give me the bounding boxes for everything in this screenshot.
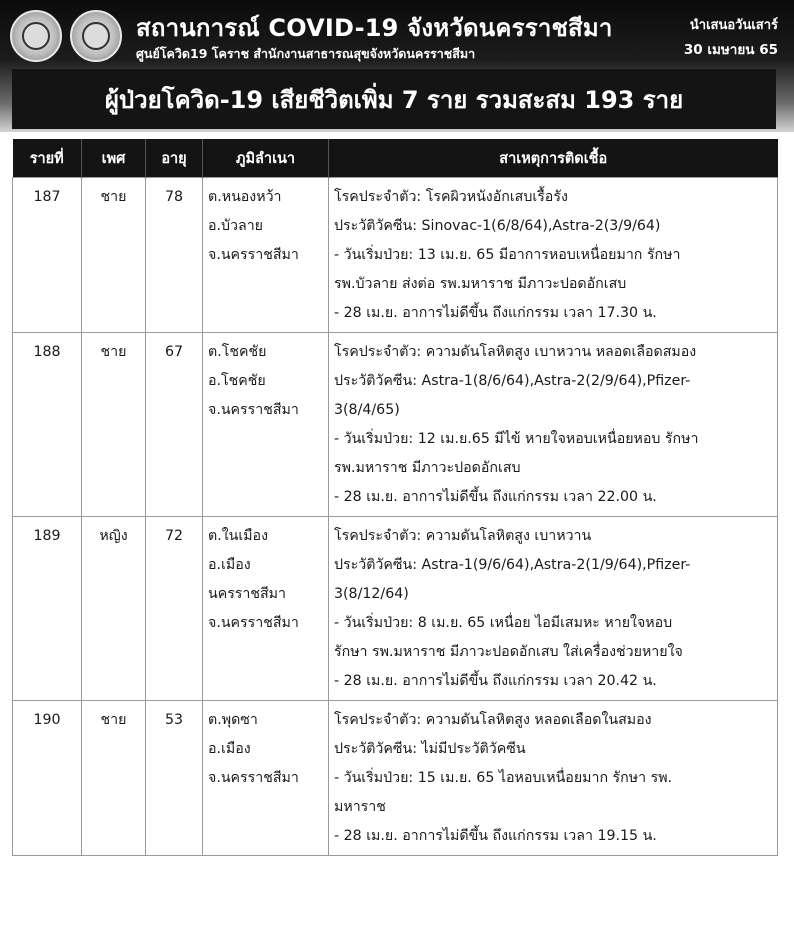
case-details	[329, 517, 778, 701]
detail-line: ประวัติวัคซีน: Sinovac-1(6/8/64),Astra-2(3/9/64)	[334, 218, 661, 234]
case-domicile	[203, 333, 329, 517]
detail-line: รพ.มหาราช มีภาวะปอดอักเสบ	[334, 460, 521, 476]
detail-line: 3(8/4/65)	[334, 402, 400, 418]
detail-line: รพ.บัวลาย ส่งต่อ รพ.มหาราช มีภาวะปอดอักเสบ	[334, 276, 627, 292]
case-sex: ชาย	[82, 701, 146, 856]
page-title: สถานการณ์ COVID-19 จังหวัดนครราชสีมา	[136, 14, 613, 42]
provincial-seal-icon	[10, 10, 62, 62]
case-sex: ชาย	[82, 333, 146, 517]
column-header-case-number: รายที่	[13, 139, 82, 178]
case-number: 189	[13, 517, 82, 701]
detail-line: รักษา รพ.มหาราช มีภาวะปอดอักเสบ ใส่เครื่องช่วยหายใจ	[334, 644, 683, 660]
domicile-line: จ.นครราชสีมา	[208, 402, 299, 418]
table-row	[13, 517, 778, 701]
domicile-line: ต.พุดซา	[208, 712, 258, 728]
death-cases-table	[12, 139, 778, 856]
detail-line: - วันเริ่มป่วย: 8 เม.ย. 65 เหนื่อย ไอมีเสมหะ หายใจหอบ	[334, 615, 673, 631]
health-office-seal-icon	[70, 10, 122, 62]
detail-line: ประวัติวัคซีน: ไม่มีประวัติวัคซีน	[334, 741, 526, 757]
table-header-row	[13, 139, 778, 178]
date-value: 30 เมษายน 65	[683, 42, 778, 58]
detail-line: โรคประจำตัว: ความดันโลหิตสูง หลอดเลือดในสมอง	[334, 712, 652, 728]
case-domicile	[203, 701, 329, 856]
headline-banner: ผู้ป่วยโควิด-19 เสียชีวิตเพิ่ม 7 ราย รวมสะสม 193 ราย	[12, 69, 776, 129]
detail-line: - 28 เม.ย. อาการไม่ดีขึ้น ถึงแก่กรรม เวลา 17.30 น.	[334, 305, 657, 321]
case-sex: หญิง	[82, 517, 146, 701]
table-row	[13, 178, 778, 333]
column-header-cause: สาเหตุการติดเชื้อ	[329, 139, 778, 178]
table-row	[13, 333, 778, 517]
domicile-line: อ.เมือง	[208, 557, 251, 573]
case-age: 72	[146, 517, 203, 701]
detail-line: - วันเริ่มป่วย: 12 เม.ย.65 มีไข้ หายใจหอบเหนื่อยหอบ รักษา	[334, 431, 699, 447]
date-label: นำเสนอวันเสาร์	[689, 18, 778, 33]
detail-line: - วันเริ่มป่วย: 15 เม.ย. 65 ไอหอบเหนื่อยมาก รักษา รพ.	[334, 770, 673, 786]
case-domicile	[203, 178, 329, 333]
case-number: 190	[13, 701, 82, 856]
domicile-line: จ.นครราชสีมา	[208, 615, 299, 631]
detail-line: - 28 เม.ย. อาการไม่ดีขึ้น ถึงแก่กรรม เวลา 19.15 น.	[334, 828, 657, 844]
case-sex: ชาย	[82, 178, 146, 333]
detail-line: - 28 เม.ย. อาการไม่ดีขึ้น ถึงแก่กรรม เวลา 22.00 น.	[334, 489, 657, 505]
case-number: 187	[13, 178, 82, 333]
domicile-line: นครราชสีมา	[208, 586, 287, 602]
detail-line: มหาราช	[334, 799, 386, 815]
column-header-age: อายุ	[146, 139, 203, 178]
case-number: 188	[13, 333, 82, 517]
detail-line: ประวัติวัคซีน: Astra-1(8/6/64),Astra-2(2/9/64),Pfizer-	[334, 373, 691, 389]
detail-line: โรคประจำตัว: โรคผิวหนังอักเสบเรื้อรัง	[334, 189, 568, 205]
detail-line: - วันเริ่มป่วย: 13 เม.ย. 65 มีอาการหอบเหนื่อยมาก รักษา	[334, 247, 681, 263]
detail-line: - 28 เม.ย. อาการไม่ดีขึ้น ถึงแก่กรรม เวลา 20.42 น.	[334, 673, 657, 689]
domicile-line: ต.โชคชัย	[208, 344, 267, 360]
domicile-line: ต.ในเมือง	[208, 528, 268, 544]
detail-line: โรคประจำตัว: ความดันโลหิตสูง เบาหวาน	[334, 528, 592, 544]
domicile-line: จ.นครราชสีมา	[208, 247, 299, 263]
domicile-line: ต.หนองหว้า	[208, 189, 282, 205]
domicile-line: อ.โชคชัย	[208, 373, 266, 389]
domicile-line: อ.เมือง	[208, 741, 251, 757]
column-header-sex: เพศ	[82, 139, 146, 178]
case-domicile	[203, 517, 329, 701]
case-details	[329, 178, 778, 333]
case-details	[329, 701, 778, 856]
page-subtitle: ศูนย์โควิด19 โคราช สำนักงานสาธารณสุขจังหวัดนครราชสีมา	[136, 46, 476, 61]
column-header-domicile: ภูมิลำเนา	[203, 139, 329, 178]
case-age: 53	[146, 701, 203, 856]
domicile-line: จ.นครราชสีมา	[208, 770, 299, 786]
detail-line: โรคประจำตัว: ความดันโลหิตสูง เบาหวาน หลอดเลือดสมอง	[334, 344, 697, 360]
case-age: 67	[146, 333, 203, 517]
case-details	[329, 333, 778, 517]
detail-line: 3(8/12/64)	[334, 586, 409, 602]
detail-line: ประวัติวัคซีน: Astra-1(9/6/64),Astra-2(1/9/64),Pfizer-	[334, 557, 691, 573]
case-age: 78	[146, 178, 203, 333]
domicile-line: อ.บัวลาย	[208, 218, 263, 234]
table-row	[13, 701, 778, 856]
